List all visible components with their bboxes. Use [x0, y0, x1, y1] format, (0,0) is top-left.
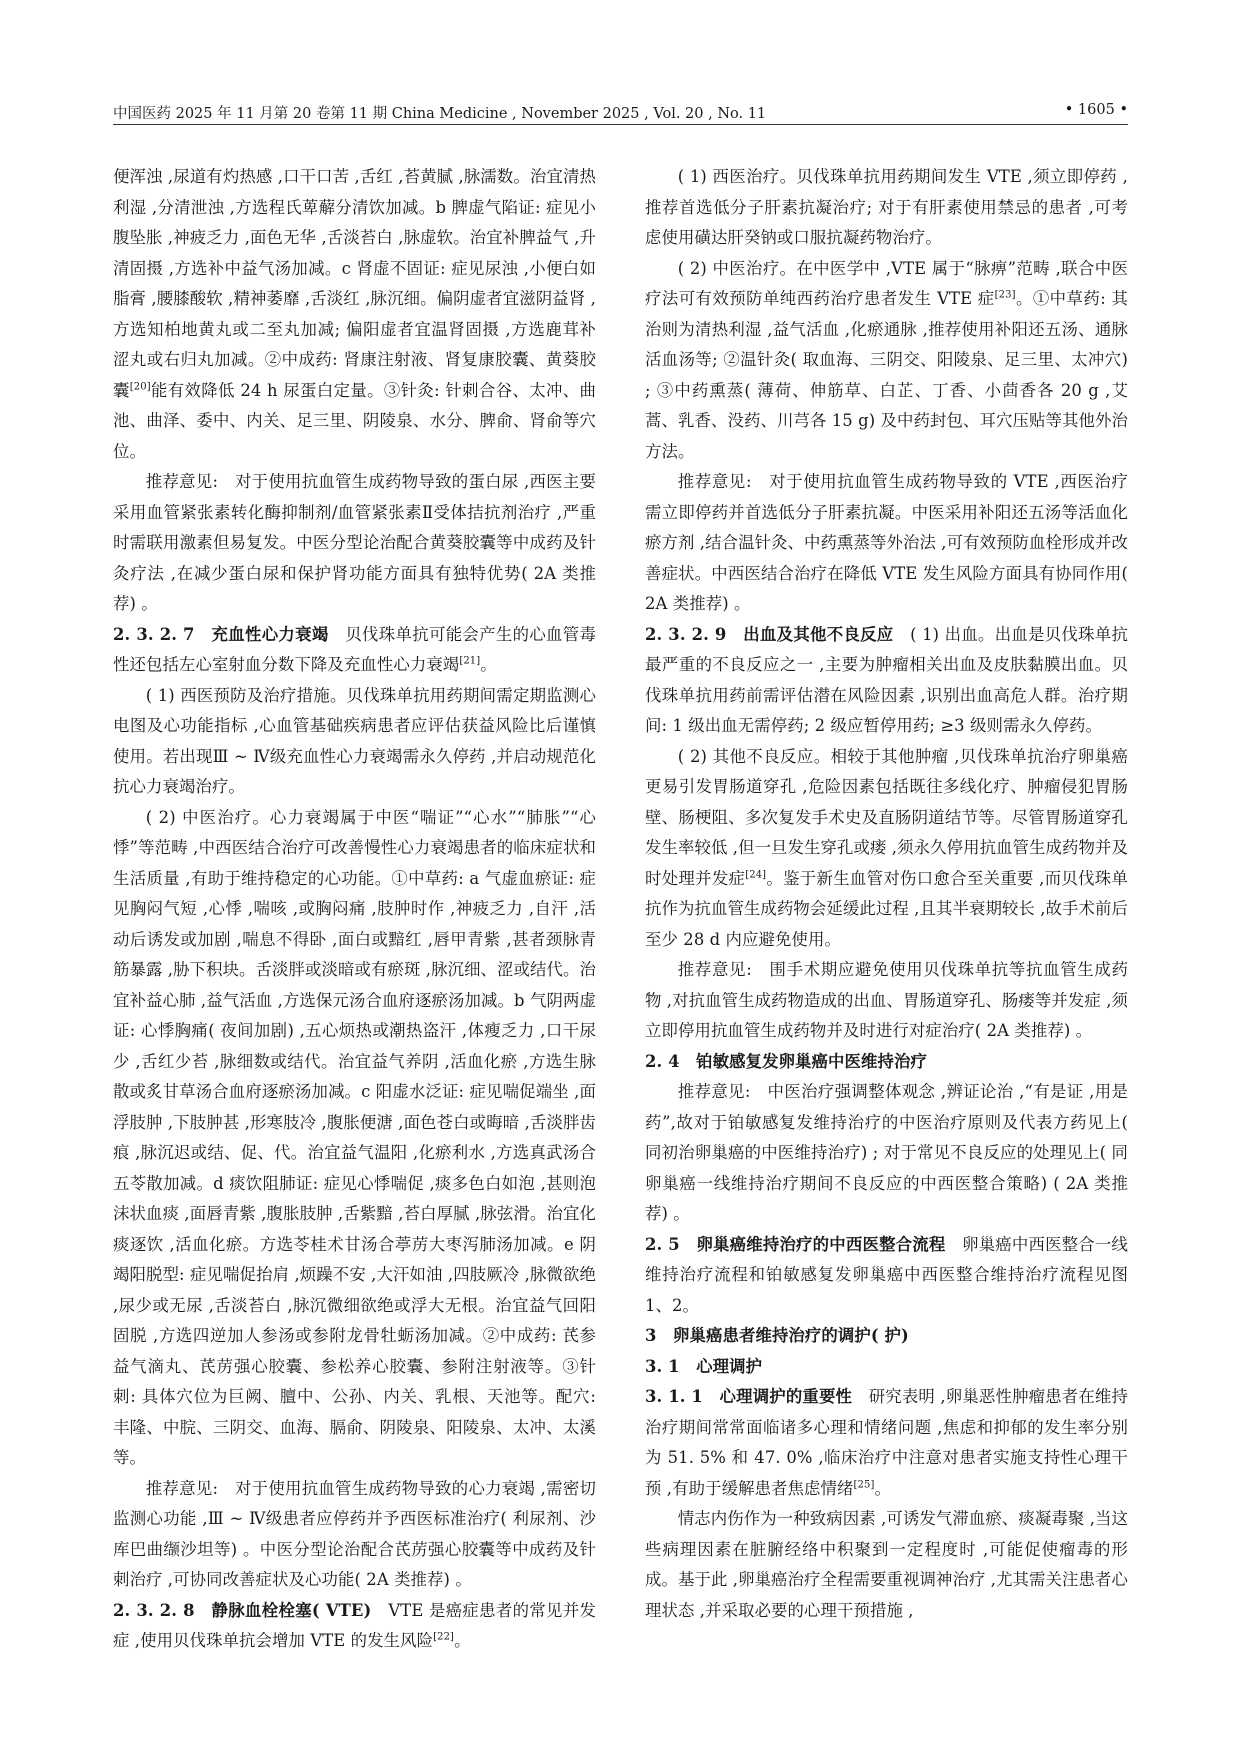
body-paragraph — [645, 162, 1128, 254]
body-paragraph — [645, 1077, 1128, 1230]
page-number: • 1605 • — [1064, 102, 1128, 118]
paragraph-text: 推荐意见: 对于使用抗血管生成药物导致的 VTE ,西医治疗需立即停药并首选低分子肝素抗凝。中医采用补阳还五汤等活血化瘀方剂 ,结合温针灸、中药熏蒸等外治法 ,可有效预防血栓形成并改善症状。中西医结合治疗在降低 VTE 发生风险方面具有协同作用( 2A 类推荐) 。 — [645, 472, 1128, 613]
section-heading: 2. 5 卵巢癌维持治疗的中西医整合流程 — [645, 1234, 946, 1254]
paragraph-text: 研究表明 ,卵巢恶性肿瘤患者在维持治疗期间常常面临诸多心理和情绪问题 ,焦虑和抑郁的发生率分别为 51. 5% 和 47. 0% ,临床治疗中注意对患者实施支持性心理干预 ,有助于缓解患者焦虑情绪 — [645, 1387, 1128, 1498]
section-heading-paragraph — [645, 620, 1128, 742]
section-heading: 3. 1. 1 心理调护的重要性 — [645, 1387, 853, 1406]
body-paragraph — [645, 1504, 1128, 1626]
right-column — [645, 162, 1128, 1626]
paragraph-text: ( 2) 其他不良反应。相较于其他肿瘤 ,贝伐珠单抗治疗卵巢癌更易引发胃肠道穿孔 ,危险因素包括既往多线化疗、肿瘤侵犯胃肠壁、肠梗阻、多次复发手术史及直肠阴道结节等。尽管胃肠道穿孔发生率较低 ,但一旦发生穿孔或瘘 ,须永久停用抗血管生成药物并及时处理并发症 — [645, 746, 1128, 888]
paragraph-text: VTE 是癌症患者的常见并发症 ,使用贝伐珠单抗会增加 VTE 的发生风险 — [113, 1600, 596, 1650]
section-heading: 2. 3. 2. 9 出血及其他不良反应 — [645, 624, 894, 644]
paragraph-text: 推荐意见: 围手术期应避免使用贝伐珠单抗等抗血管生成药物 ,对抗血管生成药物造成的出血、胃肠道穿孔、肠瘘等并发症 ,须立即停用抗血管生成药物并及时进行对症治疗( 2A 类推荐) 。 — [645, 960, 1128, 1040]
body-paragraph — [113, 162, 596, 467]
paragraph-text-continued: 能有效降低 24 h 尿蛋白定量。③针灸: 针刺合谷、太冲、曲池、曲泽、委中、内关、足三里、阴陵泉、水分、脾俞、肾俞等穴位。 — [113, 380, 597, 461]
paragraph-text: ( 2) 中医治疗。心力衰竭属于中医“喘证”“心水”“肺胀”“心悸”等范畴 ,中西医结合治疗可改善慢性心力衰竭患者的临床症状和生活质量 ,有助于维持稳定的心功能。①中草药: a 气虚血瘀证: 症见胸闷气短 ,心悸 ,喘咳 ,或胸闷痛 ,肢肿时作 ,神疲乏力 ,自汗 ,活动后诱发或加剧 ,喘息不得卧 ,面白或黯红 ,唇甲青紫 ,甚者颈脉青筋暴露 ,胁下积块。舌淡胖或淡暗或有瘀斑 ,脉沉细、涩或结代。治宜补益心肺 ,益气活血 ,方选保元汤合血府逐瘀汤加减。b 气阴两虚证: 心悸胸痛( 夜间加剧) ,五心烦热或潮热盗汗 ,体瘦乏力 ,口干尿少 ,舌红少苔 ,脉细数或结代。治宜益气养阴 ,活血化瘀 ,方选生脉散或炙甘草汤合血府逐瘀汤加减。c 阳虚水泛证: 症见喘促端坐 ,面浮肢肿 ,下肢肿甚 ,形寒肢冷 ,腹胀便溏 ,面色苍白或晦暗 ,舌淡胖齿痕 ,脉沉迟或结、促、代。治宜益气温阳 ,化瘀利水 ,方选真武汤合五苓散加减。d 痰饮阻肺证: 症见心悸喘促 ,痰多色白如泡 ,甚则泡沫状血痰 ,面唇青紫 ,腹胀肢肿 ,舌紫黯 ,苔白厚腻 ,脉弦滑。治宜化痰逐饮 ,活血化瘀。方选苓桂术甘汤合葶苈大枣泻肺汤加减。e 阴竭阳脱型: 症见喘促抬肩 ,烦躁不安 ,大汗如油 ,四肢厥冷 ,脉微欲绝 ,尿少或无尿 ,舌淡苔白 ,脉沉微细欲绝或浮大无根。治宜益气回阳固脱 ,方选四逆加人参汤或参附龙骨牡蛎汤加减。②中成药: 芪参益气滴丸、芪苈强心胶囊、参松养心胶囊、参附注射液等。③针刺: 具体穴位为巨阙、膻中、公孙、内关、乳根、天池等。配穴: 丰隆、中脘、三阴交、血海、膈俞、阴陵泉、阳陵泉、太冲、太溪等。 — [113, 807, 596, 1467]
paragraph-text: 推荐意见: 对于使用抗血管生成药物导致的心力衰竭 ,需密切监测心功能 ,Ⅲ ~ Ⅳ级患者应停药并予西医标准治疗( 利尿剂、沙库巴曲缬沙坦等) 。中医分型论治配合芪苈强心胶囊等中成药及针刺治疗 ,可协同改善症状及心功能( 2A 类推荐) 。 — [113, 1478, 596, 1589]
body-paragraph — [113, 1474, 596, 1596]
citation-reference: [21] — [459, 655, 481, 667]
paragraph-text-continued: 。 — [480, 655, 497, 674]
body-paragraph — [645, 467, 1128, 620]
section-heading-paragraph — [645, 1047, 1128, 1078]
body-paragraph — [645, 955, 1128, 1047]
citation-reference: [22] — [433, 1631, 455, 1643]
citation-reference: [23] — [994, 289, 1016, 301]
journal-citation: 中国医药 2025 年 11 月第 20 卷第 11 期 China Medicine , November 2025 , Vol. 20 , No. 11 — [113, 106, 767, 122]
paragraph-text: ( 1) 出血。出血是贝伐珠单抗最严重的不良反应之一 ,主要为肿瘤相关出血及皮肤黏膜出血。贝伐珠单抗用药前需评估潜在风险因素 ,识别出血高危人群。治疗期间: 1 级出血无需停药; 2 级应暂停用药; ≥3 级则需永久停药。 — [645, 624, 1128, 735]
paragraph-text: 情志内伤作为一种致病因素 ,可诱发气滞血瘀、痰凝毒聚 ,当这些病理因素在脏腑经络中积聚到一定程度时 ,可能促使瘤毒的形成。基于此 ,卵巢癌治疗全程需要重视调神治疗 ,尤其需关注患者心理状态 ,并采取必要的心理干预措施 , — [645, 1509, 1128, 1620]
section-heading: 3. 1 心理调护 — [645, 1356, 763, 1376]
section-heading-paragraph — [645, 1230, 1128, 1322]
paragraph-text: 贝伐珠单抗可能会产生的心血管毒性还包括左心室射血分数下降及充血性心力衰竭 — [113, 624, 596, 674]
section-heading-paragraph — [645, 1352, 1128, 1383]
paragraph-text: ( 1) 西医预防及治疗措施。贝伐珠单抗用药期间需定期监测心电图及心功能指标 ,心血管基础疾病患者应评估获益风险比后谨慎使用。若出现Ⅲ ~ Ⅳ级充血性心力衰竭需永久停药 ,并启动规范化抗心力衰竭治疗。 — [113, 685, 596, 796]
section-heading-paragraph — [113, 620, 596, 681]
section-heading: 2. 3. 2. 8 静脉血栓栓塞( VTE) — [113, 1600, 372, 1620]
section-heading: 3 卵巢癌患者维持治疗的调护( 护) — [645, 1326, 909, 1345]
section-heading-paragraph — [113, 1596, 596, 1657]
paragraph-text: 推荐意见: 中医治疗强调整体观念 ,辨证论治 ,“有是证 ,用是药”,故对于铂敏感复发维持治疗的中医治疗原则及代表方药见上( 同初治卵巢癌的中医维持治疗) ; 对于常见不良反应的处理见上( 同卵巢癌一线维持治疗期间不良反应的中西医整合策略) ( 2A 类推荐) 。 — [645, 1082, 1128, 1223]
left-column — [113, 162, 596, 1657]
section-heading-paragraph — [645, 1321, 1128, 1352]
paragraph-text-continued: 。 — [874, 1478, 891, 1498]
paragraph-text-continued: 。①中草药: 其治则为清热利湿 ,益气活血 ,化瘀通脉 ,推荐使用补阳还五汤、通脉活血汤等; ②温针灸( 取血海、三阴交、阳陵泉、足三里、太冲穴) ; ③中药熏蒸( 薄荷、伸筋草、白芷、丁香、小茴香各 20 g ,艾蒿、乳香、没药、川芎各 15 g) 及中药封包、耳穴压贴等其他外治方法。 — [645, 289, 1128, 461]
body-paragraph — [113, 467, 596, 620]
paragraph-text: ( 2) 中医治疗。在中医学中 ,VTE 属于“脉痹”范畴 ,联合中医疗法可有效预防单纯西药治疗患者发生 VTE 症 — [645, 258, 1128, 308]
paragraph-text: 推荐意见: 对于使用抗血管生成药物导致的蛋白尿 ,西医主要采用血管紧张素转化酶抑制剂/血管紧张素Ⅱ受体拮抗剂治疗 ,严重时需联用激素但易复发。中医分型论治配合黄葵胶囊等中成药及针灸疗法 ,在减少蛋白尿和保护肾功能方面具有独特优势( 2A 类推荐) 。 — [113, 472, 596, 613]
body-paragraph — [113, 803, 596, 1474]
citation-reference: [25] — [853, 1479, 875, 1491]
paragraph-text: 便浑浊 ,尿道有灼热感 ,口干口苦 ,舌红 ,苔黄腻 ,脉濡数。治宜清热利湿 ,分清泄浊 ,方选程氏萆薢分清饮加减。b 脾虚气陷证: 症见小腹坠胀 ,神疲乏力 ,面色无华 ,舌淡苔白 ,脉虚软。治宜补脾益气 ,升清固摄 ,方选补中益气汤加减。c 肾虚不固证: 症见尿浊 ,小便白如脂膏 ,腰膝酸软 ,精神萎靡 ,舌淡红 ,脉沉细。偏阴虚者宜滋阴益肾 ,方选知柏地黄丸或二至丸加减; 偏阳虚者宜温肾固摄 ,方选鹿茸补涩丸或右归丸加减。②中成药: 肾康注射液、肾复康胶囊、黄葵胶囊 — [113, 167, 596, 400]
paragraph-text: 卵巢癌中西医整合一线维持治疗流程和铂敏感复发卵巢癌中西医整合维持治疗流程见图 1、2。 — [645, 1234, 1128, 1315]
running-header — [113, 100, 1128, 125]
citation-reference: [24] — [745, 869, 767, 881]
section-heading: 2. 3. 2. 7 充血性心力衰竭 — [113, 624, 329, 644]
section-heading: 2. 4 铂敏感复发卵巢癌中医维持治疗 — [645, 1051, 927, 1071]
paragraph-text-continued: 。 — [454, 1631, 471, 1650]
body-paragraph — [645, 254, 1128, 468]
body-paragraph — [113, 681, 596, 803]
citation-reference: [20] — [129, 381, 151, 393]
body-paragraph — [645, 742, 1128, 956]
paragraph-text-continued: 。鉴于新生血管对伤口愈合至关重要 ,而贝伐珠单抗作为抗血管生成药物会延缓此过程 ,且其半衰期较长 ,故手术前后至少 28 d 内应避免使用。 — [645, 868, 1129, 949]
section-heading-paragraph — [645, 1382, 1128, 1504]
paragraph-text: ( 1) 西医治疗。贝伐珠单抗用药期间发生 VTE ,须立即停药 ,推荐首选低分子肝素抗凝治疗; 对于有肝素使用禁忌的患者 ,可考虑使用磺达肝癸钠或口服抗凝药物治疗。 — [645, 167, 1128, 247]
